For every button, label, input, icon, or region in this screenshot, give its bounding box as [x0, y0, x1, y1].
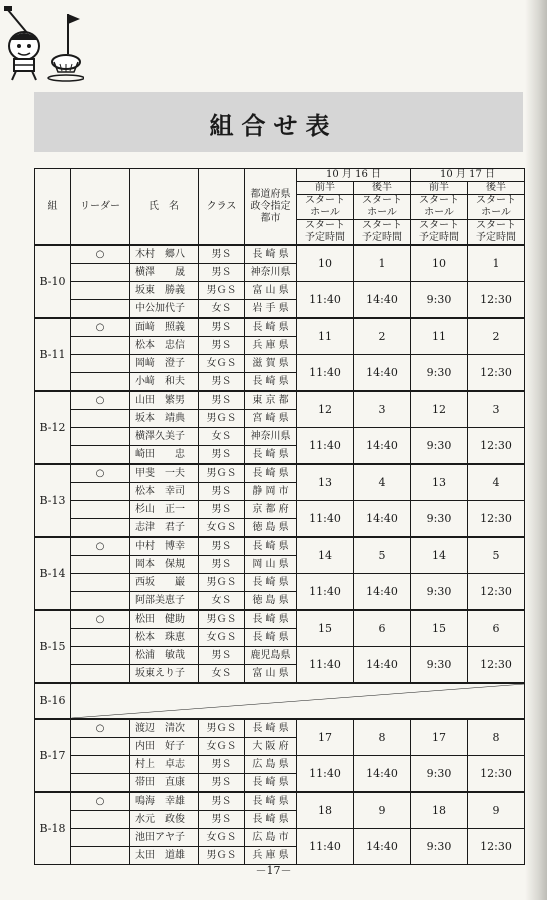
start-time-cell: 12:30	[468, 282, 525, 319]
header-name: 氏 名	[130, 169, 199, 246]
leader-mark	[71, 574, 130, 592]
player-row	[35, 829, 525, 847]
page-number: －17－	[255, 864, 292, 877]
player-class: 女Ｓ	[199, 592, 245, 611]
player-prefecture: 長 崎 県	[245, 629, 297, 647]
player-row	[35, 355, 525, 373]
player-prefecture: 長 崎 県	[245, 464, 297, 483]
player-prefecture: 長 崎 県	[245, 373, 297, 392]
player-name: 甲斐 一夫	[130, 464, 199, 483]
start-time-cell: 9:30	[411, 574, 468, 611]
leader-mark	[71, 501, 130, 519]
player-name: 西坂 巌	[130, 574, 199, 592]
start-hole-cell: 4	[468, 464, 525, 501]
start-hole-cell: 17	[297, 719, 354, 756]
leader-mark: ○	[71, 610, 130, 629]
player-name: 山田 繁男	[130, 391, 199, 410]
header-start-time: スタート 予定時間	[297, 220, 354, 246]
player-name: 志津 君子	[130, 519, 199, 538]
start-time-cell: 11:40	[297, 355, 354, 392]
player-prefecture: 滋 賀 県	[245, 355, 297, 373]
player-name: 松本 幸司	[130, 483, 199, 501]
leader-mark: ○	[71, 245, 130, 264]
group-id: B-18	[35, 792, 71, 865]
start-time-cell: 12:30	[468, 574, 525, 611]
start-hole-cell: 8	[354, 719, 411, 756]
leader-mark	[71, 592, 130, 611]
player-class: 男Ｓ	[199, 756, 245, 774]
header-start-time: スタート 予定時間	[468, 220, 525, 246]
player-name: 太田 道雄	[130, 847, 199, 865]
group-id: B-15	[35, 610, 71, 683]
header-start-hole: スタート ホール	[354, 195, 411, 220]
leader-mark	[71, 300, 130, 319]
start-hole-cell: 18	[411, 792, 468, 829]
leader-mark	[71, 519, 130, 538]
player-class: 男Ｓ	[199, 373, 245, 392]
start-time-cell: 11:40	[297, 501, 354, 538]
player-class: 男Ｓ	[199, 483, 245, 501]
start-hole-cell: 1	[468, 245, 525, 282]
player-class: 男ＧＳ	[199, 719, 245, 738]
player-prefecture: 鹿児島県	[245, 647, 297, 665]
player-name: 松浦 敏哉	[130, 647, 199, 665]
empty-group-cell	[71, 683, 525, 719]
start-hole-cell: 5	[354, 537, 411, 574]
leader-mark	[71, 355, 130, 373]
start-time-cell: 14:40	[354, 428, 411, 465]
start-hole-cell: 11	[297, 318, 354, 355]
player-row	[35, 792, 525, 811]
player-name: 木村 郷八	[130, 245, 199, 264]
player-prefecture: 長 崎 県	[245, 318, 297, 337]
player-name: 崎田 忠	[130, 446, 199, 465]
player-prefecture: 宮 崎 県	[245, 410, 297, 428]
player-name: 坂本 靖典	[130, 410, 199, 428]
player-row	[35, 647, 525, 665]
player-class: 女ＧＳ	[199, 519, 245, 538]
start-hole-cell: 15	[411, 610, 468, 647]
start-hole-cell: 9	[468, 792, 525, 829]
start-time-cell: 12:30	[468, 647, 525, 684]
player-row	[35, 719, 525, 738]
header-day1-front: 前半	[297, 182, 354, 195]
player-class: 男Ｓ	[199, 792, 245, 811]
leader-mark	[71, 282, 130, 300]
player-prefecture: 京 都 府	[245, 501, 297, 519]
player-row	[35, 537, 525, 556]
start-time-cell: 9:30	[411, 501, 468, 538]
leader-mark	[71, 811, 130, 829]
start-time-cell: 14:40	[354, 756, 411, 793]
player-prefecture: 兵 庫 県	[245, 847, 297, 865]
start-time-cell: 12:30	[468, 756, 525, 793]
leader-mark	[71, 829, 130, 847]
player-name: 坂東えり子	[130, 665, 199, 684]
player-class: 男ＧＳ	[199, 847, 245, 865]
start-time-cell: 11:40	[297, 756, 354, 793]
start-hole-cell: 10	[411, 245, 468, 282]
start-time-cell: 11:40	[297, 428, 354, 465]
start-time-cell: 9:30	[411, 647, 468, 684]
player-prefecture: 神奈川県	[245, 428, 297, 446]
player-name: 横澤 晟	[130, 264, 199, 282]
leader-mark: ○	[71, 792, 130, 811]
start-time-cell: 14:40	[354, 501, 411, 538]
start-hole-cell: 13	[297, 464, 354, 501]
leader-mark	[71, 264, 130, 282]
player-row	[35, 464, 525, 483]
start-time-cell: 11:40	[297, 647, 354, 684]
leader-mark	[71, 428, 130, 446]
start-time-cell: 12:30	[468, 355, 525, 392]
header-day2-back: 後半	[468, 182, 525, 195]
player-name: 中公加代子	[130, 300, 199, 319]
player-prefecture: 長 崎 県	[245, 537, 297, 556]
leader-mark	[71, 446, 130, 465]
player-prefecture: 長 崎 県	[245, 245, 297, 264]
player-class: 女ＧＳ	[199, 829, 245, 847]
player-row	[35, 574, 525, 592]
player-class: 男ＧＳ	[199, 282, 245, 300]
player-class: 男Ｓ	[199, 245, 245, 264]
start-time-cell: 11:40	[297, 282, 354, 319]
start-hole-cell: 15	[297, 610, 354, 647]
player-prefecture: 長 崎 県	[245, 574, 297, 592]
player-prefecture: 兵 庫 県	[245, 337, 297, 355]
leader-mark: ○	[71, 537, 130, 556]
player-name: 池田アヤ子	[130, 829, 199, 847]
group-id: B-17	[35, 719, 71, 792]
page-title: 組合せ表	[209, 111, 338, 140]
player-class: 男Ｓ	[199, 556, 245, 574]
player-class: 男ＧＳ	[199, 410, 245, 428]
start-hole-cell: 2	[468, 318, 525, 355]
player-name: 小﨑 和夫	[130, 373, 199, 392]
pairing-table-body	[35, 169, 525, 865]
start-hole-cell: 1	[354, 245, 411, 282]
player-prefecture: 長 崎 県	[245, 774, 297, 793]
player-class: 男Ｓ	[199, 501, 245, 519]
group-id: B-11	[35, 318, 71, 391]
leader-mark	[71, 337, 130, 355]
start-hole-cell: 4	[354, 464, 411, 501]
start-time-cell: 9:30	[411, 355, 468, 392]
player-row	[35, 318, 525, 337]
pairing-table	[34, 168, 525, 865]
player-row	[35, 501, 525, 519]
start-hole-cell: 3	[354, 391, 411, 428]
player-class: 女Ｓ	[199, 300, 245, 319]
player-name: 松本 珠恵	[130, 629, 199, 647]
leader-mark	[71, 629, 130, 647]
start-time-cell: 14:40	[354, 574, 411, 611]
player-row	[35, 610, 525, 629]
player-class: 男Ｓ	[199, 774, 245, 793]
start-time-cell: 11:40	[297, 829, 354, 865]
player-prefecture: 大 阪 府	[245, 738, 297, 756]
header-day2: 10 月 17 日	[411, 169, 525, 182]
start-hole-cell: 12	[297, 391, 354, 428]
start-hole-cell: 3	[468, 391, 525, 428]
start-hole-cell: 5	[468, 537, 525, 574]
group-id: B-10	[35, 245, 71, 318]
start-time-cell: 12:30	[468, 428, 525, 465]
golfer-mascot-icon	[2, 4, 84, 82]
player-class: 女ＧＳ	[199, 738, 245, 756]
group-id: B-12	[35, 391, 71, 464]
start-time-cell: 14:40	[354, 829, 411, 865]
player-name: 杉山 正一	[130, 501, 199, 519]
start-hole-cell: 10	[297, 245, 354, 282]
start-time-cell: 14:40	[354, 282, 411, 319]
player-row	[35, 391, 525, 410]
start-hole-cell: 11	[411, 318, 468, 355]
player-prefecture: 長 崎 県	[245, 446, 297, 465]
player-row	[35, 428, 525, 446]
player-prefecture: 長 崎 県	[245, 792, 297, 811]
header-start-hole: スタート ホール	[468, 195, 525, 220]
group-id: B-13	[35, 464, 71, 537]
start-hole-cell: 12	[411, 391, 468, 428]
player-row	[35, 282, 525, 300]
start-hole-cell: 14	[297, 537, 354, 574]
player-prefecture: 徳 島 県	[245, 592, 297, 611]
player-class: 女ＧＳ	[199, 355, 245, 373]
header-start-time: スタート 予定時間	[354, 220, 411, 246]
player-class: 女Ｓ	[199, 428, 245, 446]
start-time-cell: 9:30	[411, 428, 468, 465]
player-name: 水元 政俊	[130, 811, 199, 829]
player-name: 内田 好子	[130, 738, 199, 756]
leader-mark	[71, 556, 130, 574]
player-prefecture: 富 山 県	[245, 282, 297, 300]
start-time-cell: 9:30	[411, 756, 468, 793]
start-time-cell: 9:30	[411, 282, 468, 319]
start-hole-cell: 13	[411, 464, 468, 501]
header-day1-back: 後半	[354, 182, 411, 195]
player-name: 横澤久美子	[130, 428, 199, 446]
start-time-cell: 12:30	[468, 501, 525, 538]
player-prefecture: 長 崎 県	[245, 610, 297, 629]
start-time-cell: 14:40	[354, 647, 411, 684]
player-class: 女Ｓ	[199, 665, 245, 684]
player-prefecture: 広 島 市	[245, 829, 297, 847]
player-class: 男ＧＳ	[199, 464, 245, 483]
player-prefecture: 岩 手 県	[245, 300, 297, 319]
start-hole-cell: 2	[354, 318, 411, 355]
player-prefecture: 富 山 県	[245, 665, 297, 684]
leader-mark: ○	[71, 391, 130, 410]
start-hole-cell: 14	[411, 537, 468, 574]
group-id: B-16	[35, 683, 71, 719]
leader-mark	[71, 373, 130, 392]
player-name: 村上 卓志	[130, 756, 199, 774]
group-id: B-14	[35, 537, 71, 610]
player-prefecture: 東 京 都	[245, 391, 297, 410]
header-leader: リーダー	[71, 169, 130, 246]
header-start-time: スタート 予定時間	[411, 220, 468, 246]
player-name: 帯田 直康	[130, 774, 199, 793]
player-class: 男Ｓ	[199, 318, 245, 337]
header-group: 組	[35, 169, 71, 246]
start-hole-cell: 9	[354, 792, 411, 829]
player-name: 中村 博幸	[130, 537, 199, 556]
player-class: 男Ｓ	[199, 811, 245, 829]
leader-mark	[71, 483, 130, 501]
player-class: 男Ｓ	[199, 537, 245, 556]
player-class: 男Ｓ	[199, 337, 245, 355]
start-time-cell: 12:30	[468, 829, 525, 865]
player-name: 松田 健助	[130, 610, 199, 629]
start-hole-cell: 18	[297, 792, 354, 829]
group-row-empty	[35, 683, 525, 719]
player-prefecture: 長 崎 県	[245, 811, 297, 829]
player-name: 坂東 勝義	[130, 282, 199, 300]
start-hole-cell: 17	[411, 719, 468, 756]
player-name: 渡辺 清次	[130, 719, 199, 738]
leader-mark	[71, 738, 130, 756]
player-row	[35, 245, 525, 264]
player-class: 男Ｓ	[199, 264, 245, 282]
player-prefecture: 神奈川県	[245, 264, 297, 282]
player-name: 面﨑 照義	[130, 318, 199, 337]
player-class: 男Ｓ	[199, 391, 245, 410]
start-hole-cell: 6	[354, 610, 411, 647]
header-row-1	[35, 169, 525, 182]
header-start-hole: スタート ホール	[411, 195, 468, 220]
player-prefecture: 広 島 県	[245, 756, 297, 774]
player-prefecture: 長 崎 県	[245, 719, 297, 738]
leader-mark: ○	[71, 464, 130, 483]
leader-mark	[71, 410, 130, 428]
player-class: 男Ｓ	[199, 647, 245, 665]
header-class: クラス	[199, 169, 245, 246]
player-prefecture: 徳 島 県	[245, 519, 297, 538]
leader-mark: ○	[71, 719, 130, 738]
player-name: 鳴海 幸雄	[130, 792, 199, 811]
player-name: 岡本 保規	[130, 556, 199, 574]
leader-mark	[71, 665, 130, 684]
start-time-cell: 11:40	[297, 574, 354, 611]
start-time-cell: 9:30	[411, 829, 468, 865]
player-class: 女ＧＳ	[199, 629, 245, 647]
player-class: 男ＧＳ	[199, 610, 245, 629]
player-name: 岡﨑 澄子	[130, 355, 199, 373]
player-prefecture: 岡 山 県	[245, 556, 297, 574]
header-day2-front: 前半	[411, 182, 468, 195]
leader-mark: ○	[71, 318, 130, 337]
start-hole-cell: 6	[468, 610, 525, 647]
player-row	[35, 756, 525, 774]
start-hole-cell: 8	[468, 719, 525, 756]
header-prefecture: 都道府県 政令指定 都市	[245, 169, 297, 246]
leader-mark	[71, 756, 130, 774]
leader-mark	[71, 774, 130, 793]
player-name: 阿部美恵子	[130, 592, 199, 611]
leader-mark	[71, 647, 130, 665]
player-prefecture: 静 岡 市	[245, 483, 297, 501]
player-name: 松本 忠信	[130, 337, 199, 355]
player-class: 男ＧＳ	[199, 574, 245, 592]
header-start-hole: スタート ホール	[297, 195, 354, 220]
header-day1: 10 月 16 日	[297, 169, 411, 182]
player-class: 男Ｓ	[199, 446, 245, 465]
start-time-cell: 14:40	[354, 355, 411, 392]
